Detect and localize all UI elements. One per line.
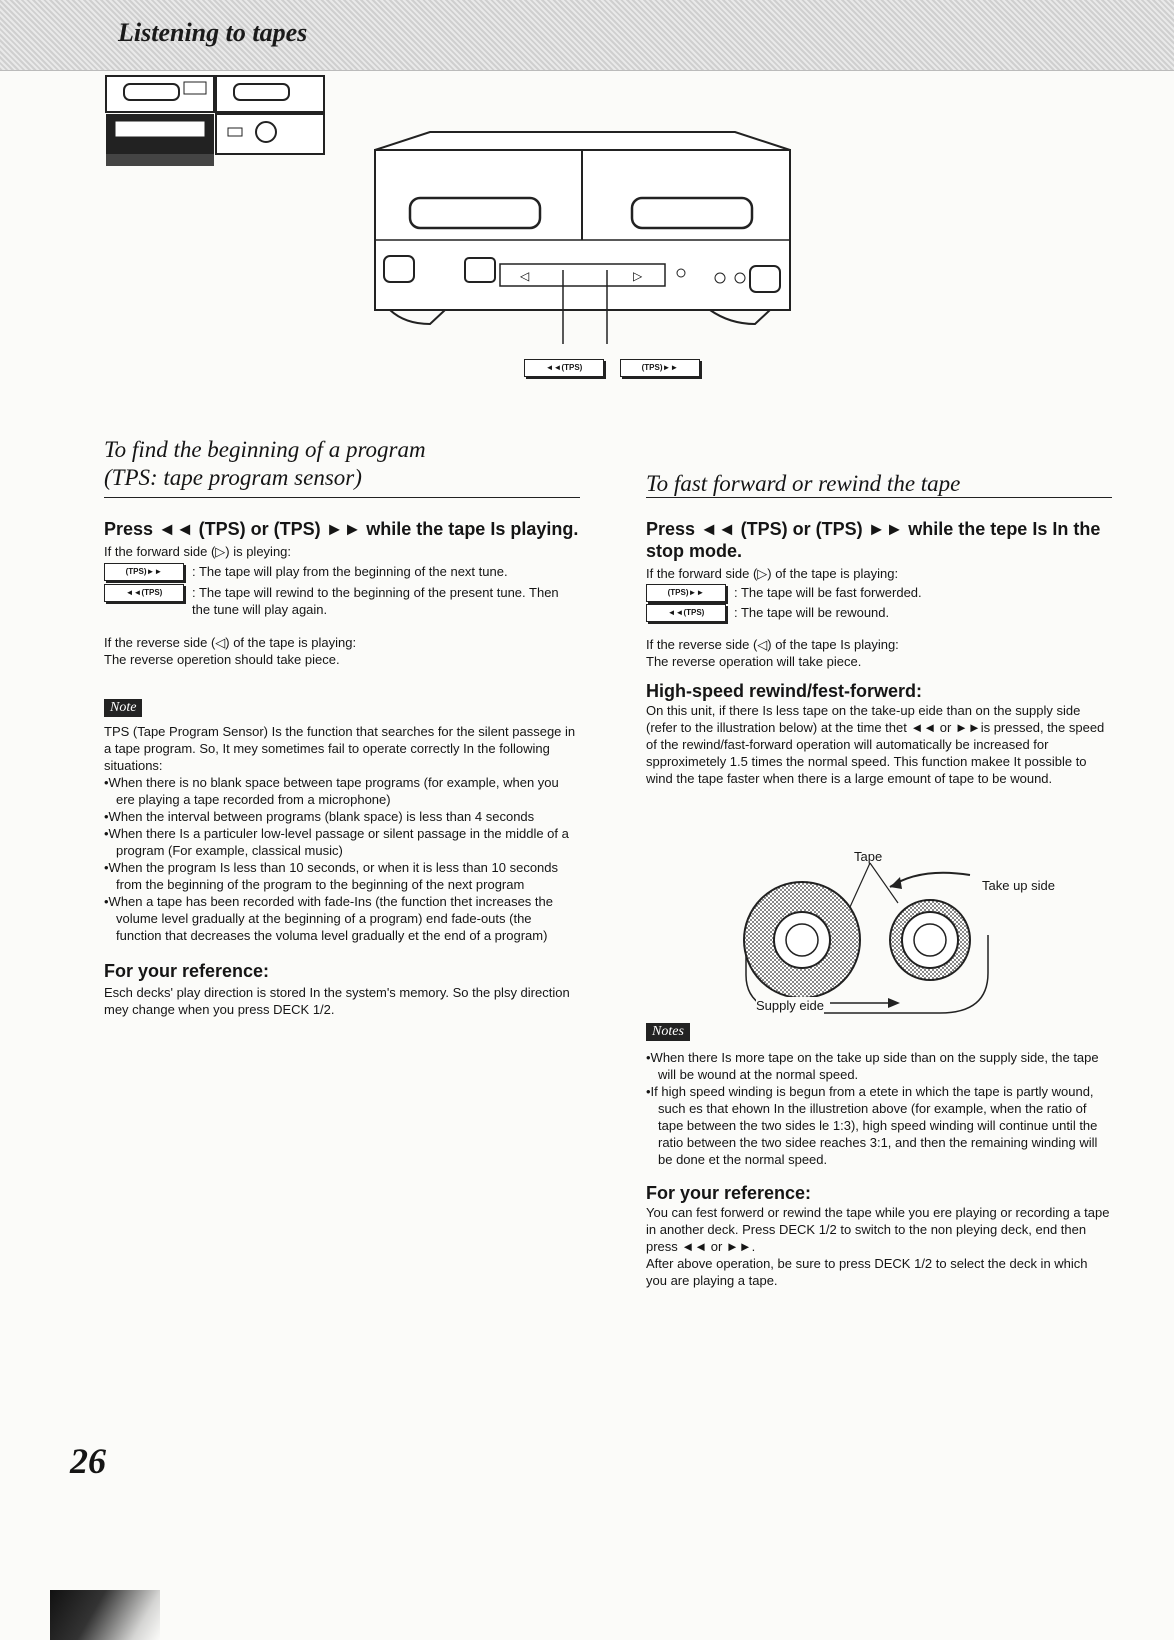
note-bullet: •When the interval between programs (blank space) is less than 4 seconds — [104, 809, 535, 824]
high-speed-body: On this unit, if there Is less tape on the take-up eide than on the supply side (refer to the illustration below) at the time thet ◄◄ or ►►is pressed, the speed of the rewind/fast-forward operation will automatically be increased for spproximetely 1.5 times the normal speed. This function makee It possible to wind the tape faster when there is a large emount of tape to be wound. — [646, 703, 1105, 786]
forward-tps-key-inline: (TPS)►► — [104, 563, 184, 581]
reel-tape-label: Tape — [854, 849, 883, 864]
note-bullet: •When there is no blank space between tape programs (for example, when you ere playing a tape recorded from a microphone) — [104, 775, 559, 807]
notes-badge: Notes — [646, 1023, 690, 1041]
right-forward-intro: If the forward side (▷) of the tape is playing: — [646, 566, 899, 581]
rewind-tps-key: ◄◄(TPS) — [524, 359, 604, 377]
note-body: TPS (Tape Program Sensor) Is the function that searches for the silent passege in a tape program. So, It mey sometimes fail to operate correctly In the following situations: — [104, 724, 576, 773]
left-title-line2: (TPS: tape program sensor) — [104, 465, 362, 490]
left-reverse-desc: The reverse operetion should take piece. — [104, 652, 340, 667]
left-rewind-key-desc: : The tape will rewind to the beginning of the present tune. Then the tune will play again. — [192, 585, 559, 617]
left-title-rule — [104, 497, 580, 498]
right-press-heading: Press ◄◄ (TPS) or (TPS) ►► while the tepe Is In the stop mode. — [646, 519, 1101, 561]
left-press-heading: Press ◄◄ (TPS) or (TPS) ►► while the tape Is playing. — [104, 519, 579, 539]
reel-supply-label: Supply eide — [756, 998, 824, 1013]
right-reference-body-1: You can fest forwerd or rewind the tape while you ere playing or recording a tape in another deck. Press DECK 1/2 to switch to the non pleying deck, end then press ◄◄ or ►►. — [646, 1205, 1110, 1254]
left-reference-heading: For your reference: — [104, 961, 270, 981]
svg-text:▷: ▷ — [633, 269, 643, 283]
notes-bullet: •If high speed winding is begun from a etete in which the tape is partly wound, such es that ehown In the illustretion above (for example, when the ratio of tape between the two sides le 1:3), high speed winding will continue until the ratio between the two sidee reaches 3:1, and then the remaining winding will be done et the normal speed. — [646, 1084, 1098, 1167]
reel-take-up-label: Take up side — [982, 878, 1055, 893]
right-rewind-key-desc: : The tape will be rewound. — [734, 605, 890, 620]
note-bullet: •When there Is a particuler low-level passage or silent passage in the middle of a program (For example, classical music) — [104, 826, 569, 858]
left-forward-intro: If the forward side (▷) is pleying: — [104, 544, 292, 559]
left-section-title — [104, 436, 574, 492]
right-reverse-intro: If the reverse side (◁) of the tape Is playing: — [646, 637, 899, 652]
left-reverse-intro: If the reverse side (◁) of the tape is playing: — [104, 635, 357, 650]
right-rewind-key-row — [646, 604, 1112, 622]
system-thumbnail-illustration — [104, 74, 326, 168]
note-bullet: •When a tape has been recorded with fade-Ins (the function thet increases the volume level gradually at the beginning of a program) end fade-outs (the function that decreases the voluma level gradually et the end of a program) — [104, 894, 553, 943]
rewind-tps-key-inline: ◄◄(TPS) — [104, 584, 184, 602]
left-title-line1: To find the beginning of a program — [104, 437, 426, 462]
page-number: 26 — [70, 1441, 106, 1481]
svg-text:◁: ◁ — [520, 269, 530, 283]
note-bullet: •When the program Is less than 10 seconds, or when it is less than 10 seconds from the beginning of the program to the beginning of the next program — [104, 860, 559, 892]
right-forward-key-desc: : The tape will be fast forwerded. — [734, 585, 922, 600]
note-badge: Note — [104, 699, 142, 717]
right-title-rule — [646, 497, 1112, 498]
right-section-title: To fast forward or rewind the tape — [646, 471, 961, 496]
tape-deck-illustration — [370, 128, 800, 374]
right-forward-key-row — [646, 584, 1112, 602]
left-rewind-key-row — [104, 584, 580, 618]
rewind-tps-key-inline: ◄◄(TPS) — [646, 604, 726, 622]
scan-corner-smudge — [50, 1590, 160, 1640]
forward-tps-key-inline: (TPS)►► — [646, 584, 726, 602]
high-speed-heading: High-speed rewind/fest-forwerd: — [646, 681, 923, 701]
left-forward-key-row — [104, 563, 580, 581]
left-column-body — [104, 518, 580, 1018]
tape-reel-diagram — [740, 845, 990, 1020]
right-column-body-bottom — [646, 1022, 1112, 1289]
left-reference-body: Esch decks' play direction is stored In the system's memory. So the plsy direction mey change when you press DECK 1/2. — [104, 985, 570, 1017]
forward-tps-key: (TPS)►► — [620, 359, 700, 377]
right-column-body-top — [646, 518, 1112, 787]
right-reference-heading: For your reference: — [646, 1183, 812, 1203]
notes-bullet: •When there Is more tape on the take up side than on the supply side, the tape will be wound at the normal speed. — [646, 1050, 1099, 1082]
right-reverse-desc: The reverse operation will take piece. — [646, 654, 862, 669]
right-reference-body-2: After above operation, be sure to press DECK 1/2 to select the deck in which you are playing a tape. — [646, 1256, 1088, 1288]
page-title: Listening to tapes — [118, 18, 308, 47]
left-forward-key-desc: : The tape will play from the beginning of the next tune. — [192, 564, 508, 579]
